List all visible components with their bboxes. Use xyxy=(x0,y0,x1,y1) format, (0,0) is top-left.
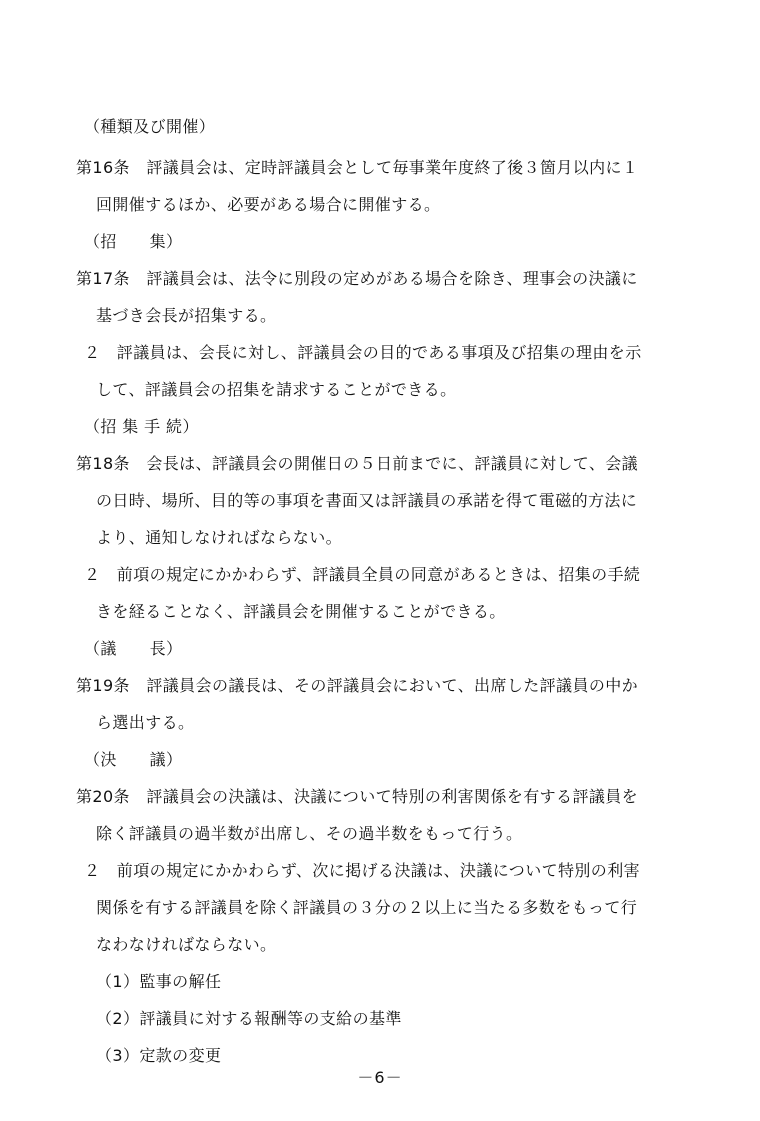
article-18-line-2: の日時、場所、目的等の事項を書面又は評議員の承諾を得て電磁的方法に xyxy=(96,491,638,510)
heading-chairperson: （議 長） xyxy=(84,639,183,658)
article-16-line-1: 第16条 評議員会は、定時評議員会として毎事業年度終了後３箇月以内に１ xyxy=(76,158,639,177)
article-20-paragraph-2-line-1: ２ 前項の規定にかかわらず、次に掲げる決議は、決議について特別の利害 xyxy=(84,861,641,880)
article-16-line-2: 回開催するほか、必要がある場合に開催する。 xyxy=(96,195,441,214)
heading-resolution: （決 議） xyxy=(84,750,183,769)
list-item-3: （3）定款の変更 xyxy=(96,1046,222,1065)
list-item-1: （1）監事の解任 xyxy=(96,972,222,991)
article-18-paragraph-2-line-1: ２ 前項の規定にかかわらず、評議員全員の同意があるときは、招集の手続 xyxy=(84,565,641,584)
article-20-line-2: 除く評議員の過半数が出席し、その過半数をもって行う。 xyxy=(96,824,523,843)
article-17-paragraph-2-line-2: して、評議員会の招集を請求することができる。 xyxy=(96,380,457,399)
article-18-paragraph-2-line-2: きを経ることなく、評議員会を開催することができる。 xyxy=(96,602,506,621)
heading-types-and-holding: （種類及び開催） xyxy=(84,117,216,136)
list-item-2: （2）評議員に対する報酬等の支給の基準 xyxy=(96,1009,402,1028)
article-20-paragraph-2-line-3: なわなければならない。 xyxy=(96,935,277,954)
article-20-paragraph-2-line-2: 関係を有する評議員を除く評議員の３分の２以上に当たる多数をもって行 xyxy=(96,898,638,917)
heading-convocation-procedure: （招 集 手 続） xyxy=(84,417,199,436)
article-19-line-2: ら選出する。 xyxy=(96,713,195,732)
article-17-paragraph-2-line-1: ２ 評議員は、会長に対し、評議員会の目的である事項及び招集の理由を示 xyxy=(84,343,642,362)
article-17-line-1: 第17条 評議員会は、法令に別段の定めがある場合を除き、理事会の決議に xyxy=(76,269,638,288)
article-19-line-1: 第19条 評議員会の議長は、その評議員会において、出席した評議員の中か xyxy=(76,676,639,695)
heading-convocation: （招 集） xyxy=(84,232,183,251)
article-18-line-3: より、通知しなければならない。 xyxy=(96,528,343,547)
article-17-line-2: 基づき会長が招集する。 xyxy=(96,306,277,325)
article-18-line-1: 第18条 会長は、評議員会の開催日の５日前までに、評議員に対して、会議 xyxy=(76,454,639,473)
page-number: －6－ xyxy=(357,1068,403,1087)
article-20-line-1: 第20条 評議員会の決議は、決議について特別の利害関係を有する評議員を xyxy=(76,787,639,806)
